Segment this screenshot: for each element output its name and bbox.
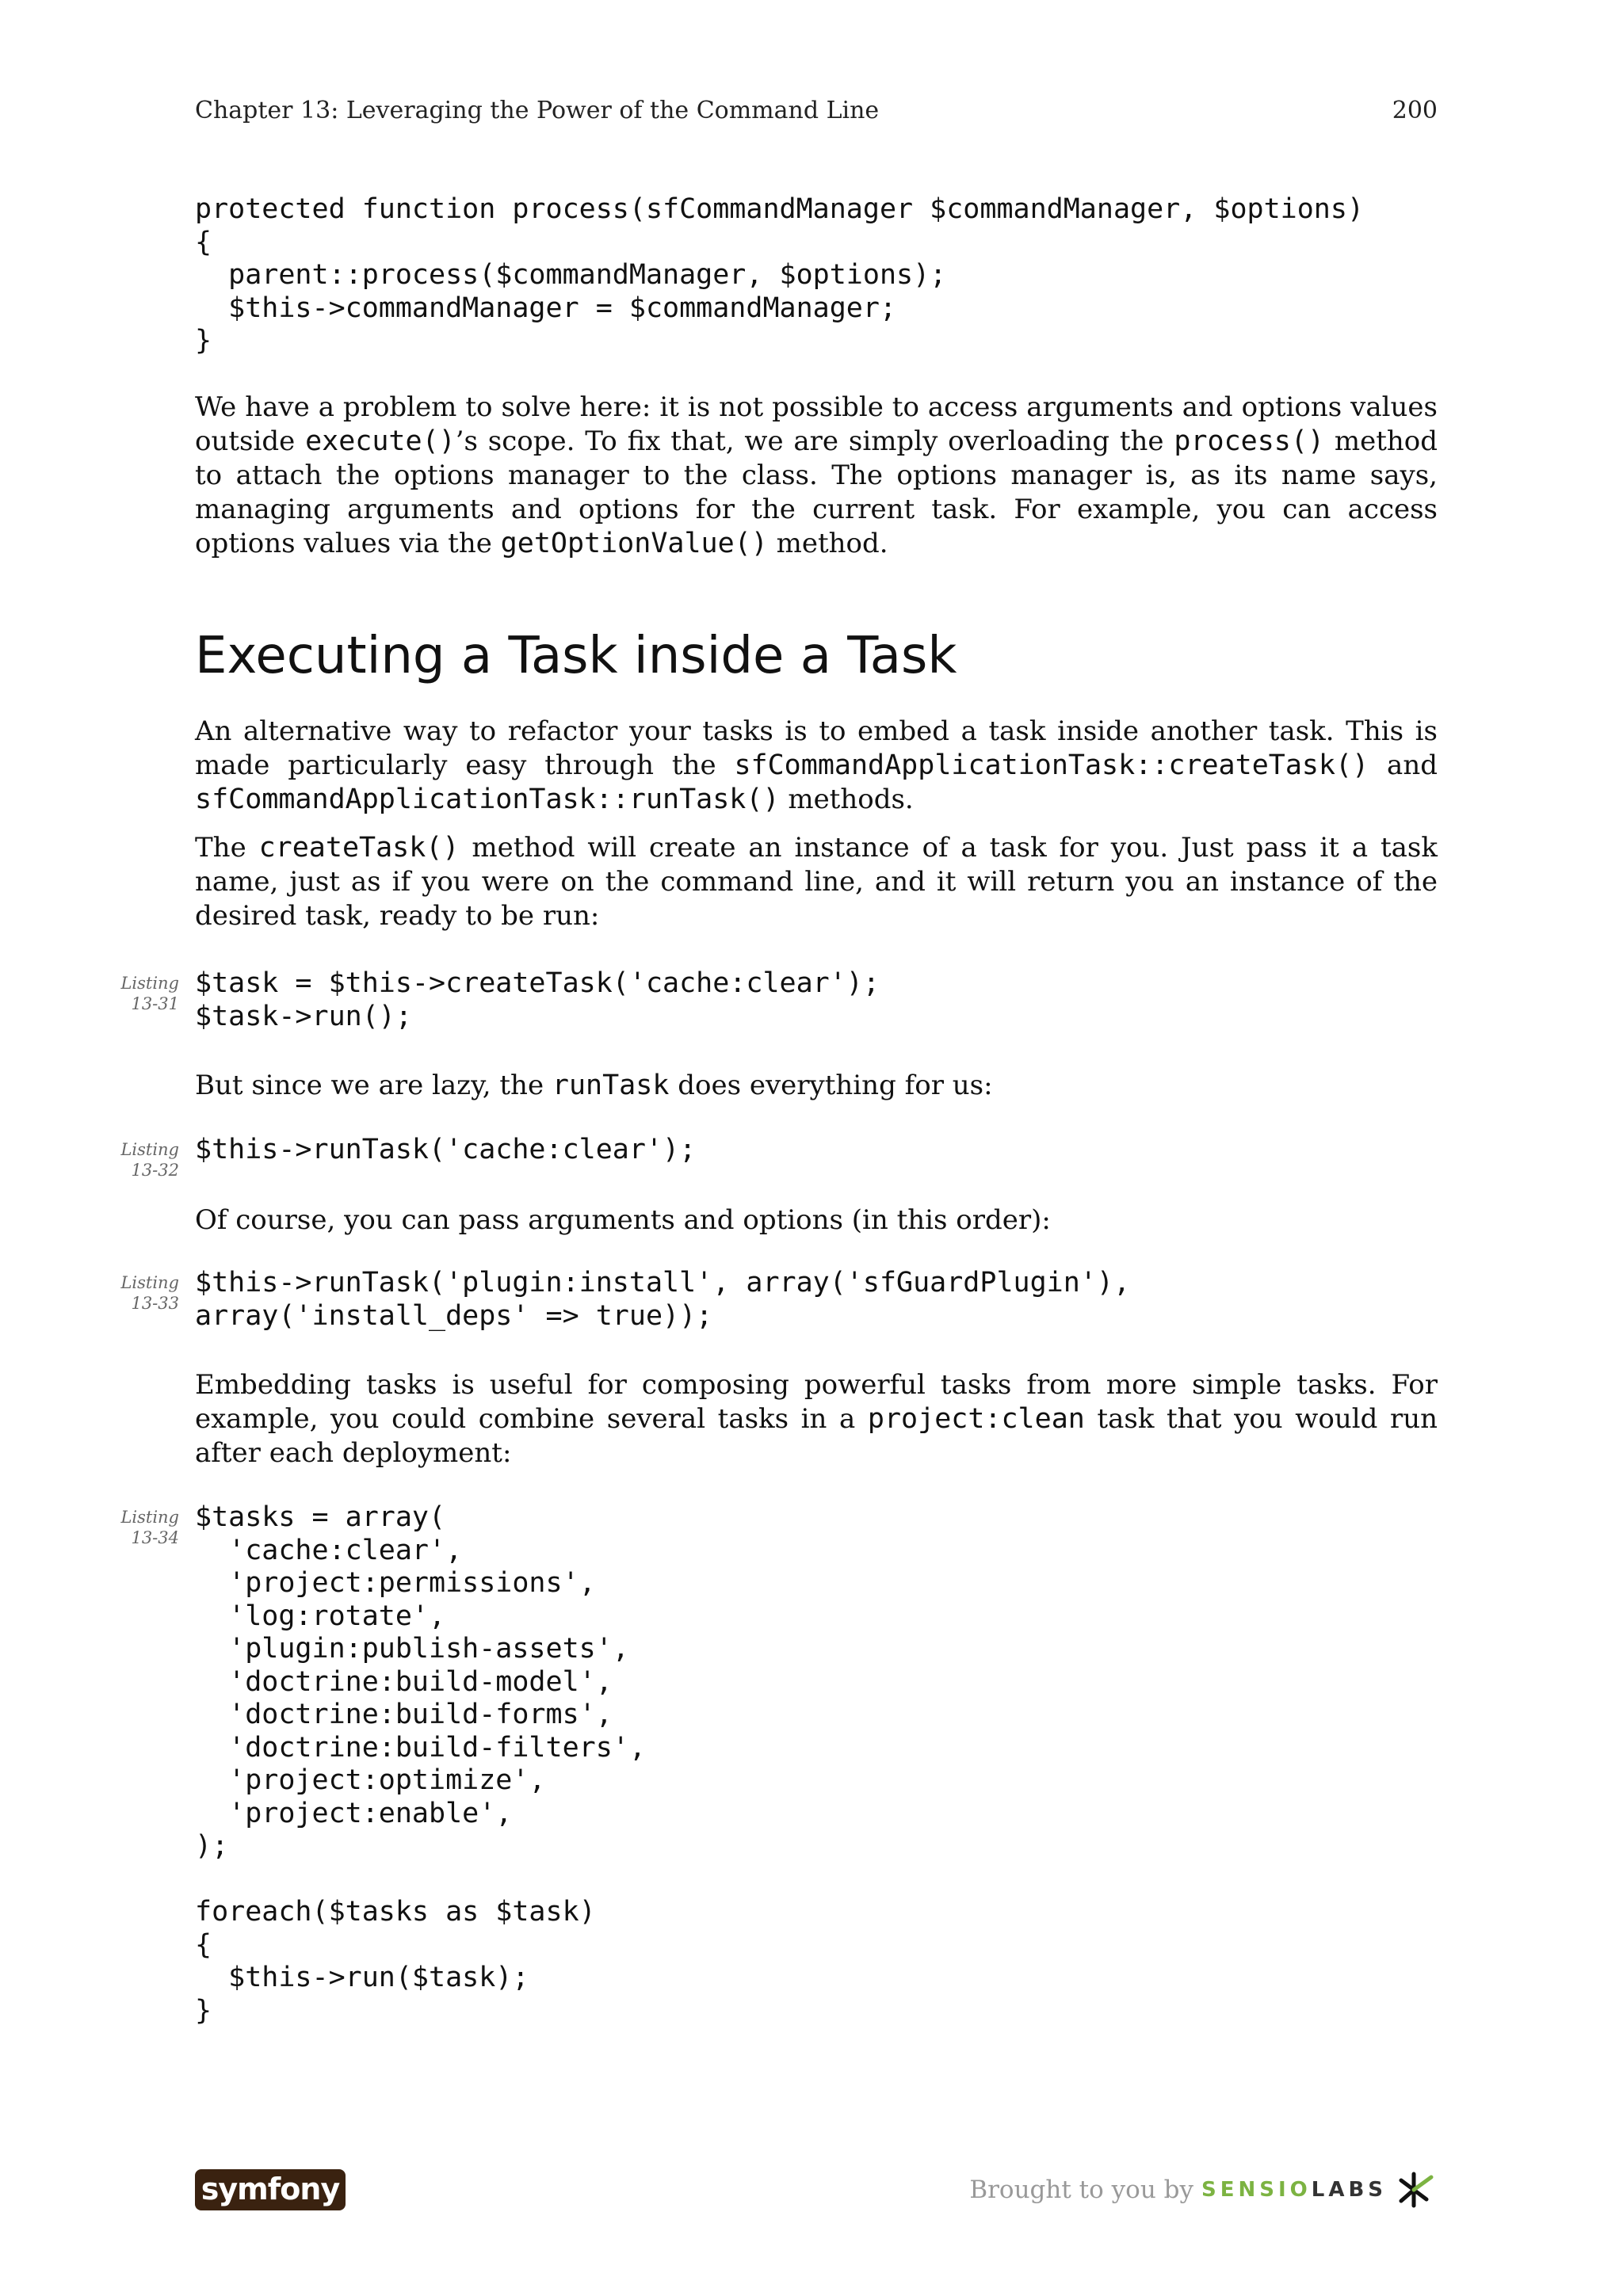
- paragraph-run-task: But since we are lazy, the runTask does everything for us:: [195, 1070, 993, 1101]
- listing-label-13-34: Listing 13-34: [120, 1508, 179, 1547]
- sensio-text: SENSIO: [1201, 2178, 1312, 2202]
- paragraph-embedding-tasks: Embedding tasks is useful for composing powerful tasks from more simple tasks. For example, you could combine several tasks in a project:clean task that you would run after each deployment:: [195, 1369, 1438, 1469]
- code-block-listing-13-31: $task = $this->createTask('cache:clear'); $task->run();: [195, 967, 880, 1032]
- paragraph-alternative-way: An alternative way to refactor your tasks is to embed a task inside another task. This is made particularly easy through the sfCommandApplicationTask::createTask() and sfCommandApplicationTask::runTask() methods.: [195, 715, 1438, 815]
- code-block-listing-13-34: $tasks = array( 'cache:clear', 'project:permissions', 'log:rotate', 'plugin:publish-assets', 'doctrine:build-model', 'doctrine:build-forms', 'doctrine:build-filters', 'project:optimize', 'project:enable', ); foreach($tasks as $task) { $this->run($task); }: [195, 1501, 646, 2027]
- sensiolabs-star-icon: [1395, 2169, 1438, 2210]
- code-block-process: protected function process(sfCommandManager $commandManager, $options) { parent::process($commandManager, $options); $this->commandManager = $commandManager; }: [195, 193, 1365, 357]
- page-number: 200: [1392, 97, 1438, 124]
- paragraph-pass-arguments: Of course, you can pass arguments and options (in this order):: [195, 1204, 1051, 1236]
- paragraph-process-explanation: We have a problem to solve here: it is not possible to access arguments and options values outside execute()’s scope. To fix that, we are simply overloading the process() method to attach the options manager to the class. The options manager is, as its name says, managing arguments and options for the current task. For example, you can access options values via the getOptionValue() method.: [195, 391, 1438, 559]
- listing-label-13-32: Listing 13-32: [120, 1140, 179, 1180]
- brought-by-text: Brought to you by: [969, 2176, 1194, 2204]
- code-block-listing-13-32: $this->runTask('cache:clear');: [195, 1134, 697, 1165]
- paragraph-create-task: The createTask() method will create an instance of a task for you. Just pass it a task name, just as if you were on the command line, and it will return you an instance of the desired task, ready to be run:: [195, 832, 1438, 932]
- section-heading: Executing a Task inside a Task: [195, 627, 957, 685]
- footer-credit: [969, 2168, 1438, 2212]
- listing-label-13-33: Listing 13-33: [120, 1273, 179, 1313]
- chapter-title: Chapter 13: Leveraging the Power of the Command Line: [195, 97, 880, 124]
- symfony-logo: symfony: [195, 2169, 346, 2210]
- labs-text: LABS: [1311, 2178, 1387, 2202]
- code-block-listing-13-33: $this->runTask('plugin:install', array('sfGuardPlugin'), array('install_deps' => true));: [195, 1267, 1131, 1332]
- page-header: [195, 97, 1438, 132]
- listing-label-13-31: Listing 13-31: [120, 974, 179, 1013]
